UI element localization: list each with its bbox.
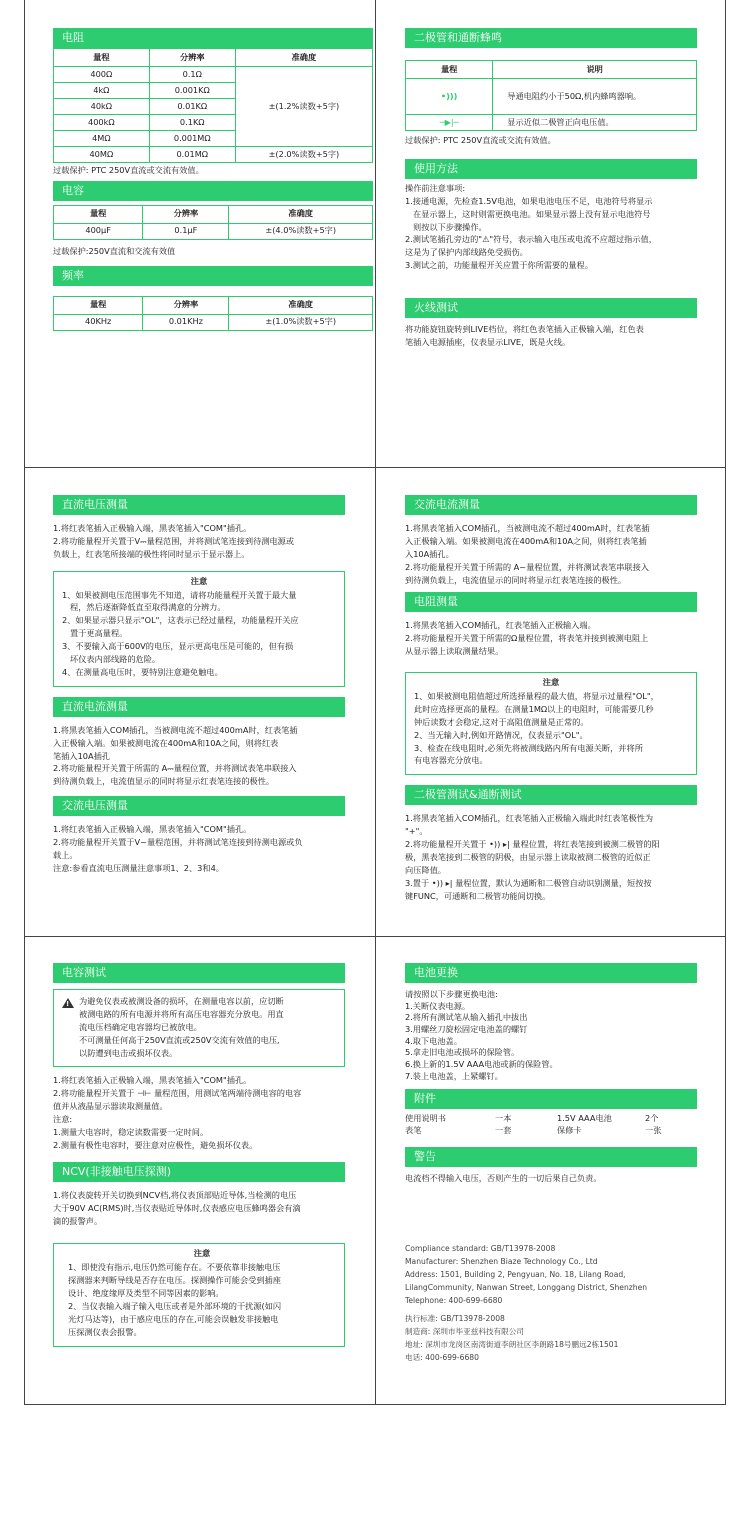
accessory-item: 1.5V AAA电池 xyxy=(557,1113,612,1124)
table-header: 准确度 xyxy=(229,205,373,223)
paragraph: 将功能旋钮旋转到LIVE档位，将红色表笔插入正极输入端，红色表 xyxy=(405,324,644,335)
accessory-qty: 一套 xyxy=(495,1125,512,1136)
table-cell: 0.001MΩ xyxy=(149,131,235,147)
warning-text: 电流档不得输入电压，否则产生的一切后果自己负责。 xyxy=(405,1173,602,1184)
paragraph: 向压降值。 xyxy=(405,864,446,875)
paragraph: 2.将功能量程开关置于V⎓量程范围，并将测试笔连接到待测电源或 xyxy=(53,535,295,546)
table-cell: 0.01MΩ xyxy=(149,147,235,163)
paragraph: 2.将功能量程开关置于 ⊣⊢ 量程范围，用测试笔两端待测电容的电容 xyxy=(53,1088,302,1099)
table-header: 准确度 xyxy=(235,49,372,67)
accessory-item: 保修卡 xyxy=(557,1125,582,1136)
diode-table xyxy=(405,60,697,131)
table-cell: ±(1.0%读数+5字) xyxy=(229,314,373,330)
paragraph: 4.取下电池盖。 xyxy=(405,1035,462,1046)
compliance-info xyxy=(405,1243,697,1365)
note-line: 钟后读数才会稳定,这对于高阻值测量是正常的。 xyxy=(414,716,589,727)
note-box xyxy=(405,672,697,775)
paragraph: 3.用螺丝刀旋松固定电池盖的螺钉 xyxy=(405,1023,528,1034)
paragraph: 笔插入10A插孔 xyxy=(53,750,110,761)
paragraph: 1.将黑表笔插入COM插孔，红表笔插入正极输入端。 xyxy=(405,620,596,631)
table-header: 量程 xyxy=(406,61,493,79)
note-line: 2、如果显示器只显示"OL"，这表示已经过量程，功能量程开关应 xyxy=(62,615,299,626)
table-header: 分辨率 xyxy=(149,49,235,67)
spec-panel xyxy=(53,28,373,331)
paragraph: 1.将红表笔插入正极输入端，黑表笔插入"COM"插孔。 xyxy=(53,1075,252,1086)
note-line: 3、不要输入高于600V的电压，显示更高电压是可能的，但有损 xyxy=(62,641,294,652)
paragraph: 2.将功能量程开关置于 •)) ▸| 量程位置，将红表笔接到被测二极管的阳 xyxy=(405,839,660,850)
section-title: 电容测试 xyxy=(53,963,345,983)
paragraph: 则按以下步骤操作。 xyxy=(413,221,487,232)
accessory-row xyxy=(405,1125,697,1137)
accessory-qty: 一本 xyxy=(495,1113,512,1124)
compliance-line: 制造商: 深圳市毕亚兹科技有限公司 xyxy=(405,1327,524,1337)
paragraph: 键FUNC，可通断和二极管功能间切换。 xyxy=(405,890,551,901)
table-cell: 4kΩ xyxy=(54,83,150,99)
instruction-panel xyxy=(53,963,345,1353)
accessory-row xyxy=(405,1113,697,1125)
paragraph: 2.将所有测试笔从输入插孔中拔出 xyxy=(405,1012,528,1023)
section-title: 使用方法 xyxy=(405,159,697,179)
paragraph: 请按照以下步骤更换电池: xyxy=(405,989,498,999)
row-divider xyxy=(24,936,726,937)
section-title: 频率 xyxy=(53,266,373,286)
section-title: 附件 xyxy=(405,1089,697,1109)
table-cell: 0.1μF xyxy=(143,223,229,239)
note-line: 1、如果被测电压范围事先不知道，请将功能量程开关置于最大量 xyxy=(62,589,297,600)
table-header: 量程 xyxy=(54,49,150,67)
compliance-line: LilangCommunity, Nanwan Street, Longgang District, Shenzhen xyxy=(405,1282,648,1292)
section-title: NCV(非接触电压探测) xyxy=(53,1162,345,1182)
note-line: 置于更高量程。 xyxy=(70,628,128,639)
paragraph: 2.将功能量程开关置于所需的 A~量程位置，并将测试表笔串联接入 xyxy=(405,561,649,572)
note-title: 注意 xyxy=(542,677,560,688)
paragraph: 2.将功能量程开关置于所需的 A⎓量程位置，并将测试表笔串联接入 xyxy=(53,763,297,774)
warning-line: 以防遭到电击或损坏仪表。 xyxy=(79,1047,178,1058)
section-title: 交流电流测量 xyxy=(405,495,697,515)
section-title: 交流电压测量 xyxy=(53,796,345,816)
warning-icon xyxy=(62,998,74,1008)
paragraph: 1.将仪表旋转开关切换到NCV档,将仪表顶部贴近导体,当检测的电压 xyxy=(53,1189,297,1200)
table-header: 说明 xyxy=(493,61,697,79)
warning-line: 被测电路的所有电源并将所有高压电容器充分放电。用直 xyxy=(79,1008,284,1019)
note-line: 坏仪表内部线路的危险。 xyxy=(70,654,161,665)
table-cell: ±(1.2%读数+5字) xyxy=(235,67,372,147)
note-line: 3、检查在线电阻时,必须先将被测线路内所有电源关断，并将所 xyxy=(414,742,643,753)
table-cell: 400μF xyxy=(54,223,143,239)
overload-text: 过载保护: PTC 250V直流或交流有效值。 xyxy=(53,165,204,175)
table-header: 分辨率 xyxy=(143,205,229,223)
compliance-line: 电话: 400-699-6680 xyxy=(405,1353,479,1363)
paragraph: 1.将红表笔插入正极输入端，黑表笔插入"COM"插孔。 xyxy=(53,523,252,533)
paragraph: 从显示器上读取测量结果。 xyxy=(405,646,504,657)
table-header: 量程 xyxy=(54,205,143,223)
paragraph: 入正极输入端。如果被测电流在400mA和10A之间，则将红表笔插 xyxy=(405,535,647,546)
paragraph: 笔插入电源插座，仪表显示LIVE，既是火线。 xyxy=(405,337,571,348)
note-line: 探测器来判断导线是否存在电压。探测操作可能会受到插座 xyxy=(68,1275,281,1286)
paragraph: 3.测试之前，功能量程开关应置于你所需要的量程。 xyxy=(405,260,593,271)
table-header: 分辨率 xyxy=(143,296,229,314)
row-divider xyxy=(24,467,726,468)
paragraph: 2.测量有极性电容时，要注意对应极性，避免损坏仪表。 xyxy=(53,1139,258,1150)
note-line: 光灯马达等)，由于感应电压的存在,可能会误触发非接触电 xyxy=(68,1313,279,1324)
spec-panel xyxy=(405,28,697,350)
compliance-line: Compliance standard: GB/T13978-2008 xyxy=(405,1243,556,1253)
table-cell: 400kΩ xyxy=(54,115,150,131)
section-title: 警告 xyxy=(405,1147,697,1167)
paragraph: 这是为了保护内部线路免受损伤。 xyxy=(405,247,528,258)
paragraph: 大于90V AC(RMS)时,当仪表贴近导体时,仪表感应电压蜂鸣器会有滴 xyxy=(53,1202,301,1213)
paragraph: 1.将黑表笔插入COM插孔，红表笔插入正极输入端此时红表笔极性为 xyxy=(405,813,654,824)
paragraph: 2.测试笔插孔旁边的"⚠"符号，表示输入电压或电流不应超过指示值， xyxy=(405,234,657,245)
paragraph: 负载上，红表笔所接端的极性将同时显示于显示器上。 xyxy=(53,548,250,559)
accessory-item: 表笔 xyxy=(405,1125,422,1136)
frequency-table xyxy=(53,296,373,331)
paragraph: 1.关断仪表电源。 xyxy=(405,1000,471,1011)
accessory-qty: 一张 xyxy=(645,1125,662,1136)
section-title: 二极管测试&通断测试 xyxy=(405,785,697,805)
paragraph: 到待测负载上，电流值显示的同时将显示红表笔连接的极性。 xyxy=(53,776,275,787)
paragraph: "+"。 xyxy=(405,826,428,837)
overload-text: 过载保护: PTC 250V直流或交流有效值。 xyxy=(405,135,556,145)
table-cell: 40MΩ xyxy=(54,147,150,163)
paragraph: 1.将黑表笔插入COM插孔，当被测电流不超过400mA时，红表笔插 xyxy=(405,523,650,533)
paragraph: 滴的报警声。 xyxy=(53,1215,103,1226)
overload-text: 过载保护:250V直流和交流有效值 xyxy=(53,245,176,256)
column-divider xyxy=(375,0,376,1405)
section-title: 电容 xyxy=(53,181,373,201)
accessory-qty: 2个 xyxy=(645,1113,659,1124)
note-line: 设计、绝度缘厚及类型不同等因素的影响。 xyxy=(68,1288,224,1299)
accessory-item: 使用说明书 xyxy=(405,1113,446,1124)
paragraph: 值并从液晶显示器读取测量值。 xyxy=(53,1101,168,1112)
table-cell: ±(2.0%读数+5字) xyxy=(235,147,372,163)
paragraph: 1.接通电源，先检查1.5V电池，如果电池电压不足，电池符号将显示 xyxy=(405,195,653,206)
table-cell: 4MΩ xyxy=(54,131,150,147)
paragraph: 1.将黑表笔插入COM插孔，当被测电流不超过400mA时，红表笔插 xyxy=(53,724,298,735)
section-title: 电池更换 xyxy=(405,963,697,983)
table-cell: 40KHz xyxy=(54,314,143,330)
warning-line: 流电压档确定电容器均已被放电。 xyxy=(79,1021,202,1032)
table-header: 准确度 xyxy=(229,296,373,314)
paragraph: 6.换上新的1.5V AAA电池或新的保险管。 xyxy=(405,1058,558,1069)
instruction-panel xyxy=(405,963,697,1365)
instruction-panel xyxy=(53,495,345,876)
section-title: 火线测试 xyxy=(405,298,697,318)
table-cell: 导通电阻约小于50Ω,机内蜂鸣器响。 xyxy=(493,79,697,115)
paragraph: 1.将红表笔插入正极输入端，黑表笔插入"COM"插孔。 xyxy=(53,824,252,835)
paragraph: 入正极输入端。如果被测电流在400mA和10A之间，则将红表 xyxy=(53,737,279,748)
note-title: 注意 xyxy=(193,1248,211,1259)
section-title: 电阻 xyxy=(53,28,373,48)
table-cell: 400Ω xyxy=(54,67,150,83)
resistance-table xyxy=(53,48,373,163)
paragraph: 注意: xyxy=(53,1114,73,1125)
note-line: 1、即使没有指示,电压仍然可能存在。不要依靠非接触电压 xyxy=(68,1262,281,1273)
warning-line: 为避免仪表或被测设备的损坏，在测量电容以前，应切断 xyxy=(79,996,284,1006)
paragraph: 5.拿走旧电池或损坏的保险管。 xyxy=(405,1047,520,1058)
note-line: 2、当仪表输入端子输入电压或者是外部环境的干扰源(如闪 xyxy=(68,1301,282,1312)
table-cell: 0.1Ω xyxy=(149,67,235,83)
table-header: 量程 xyxy=(54,296,143,314)
warning-box xyxy=(53,989,345,1067)
table-cell: ±(4.0%读数+5字) xyxy=(229,223,373,239)
buzzer-icon: •))) xyxy=(406,79,493,115)
paragraph: 到待测负载上，电流值显示的同时将显示红表笔连接的极性。 xyxy=(405,574,627,585)
table-cell: 0.01KΩ xyxy=(149,99,235,115)
compliance-line: Manufacturer: Shenzhen Biaze Technology Co., Ltd xyxy=(405,1256,598,1266)
note-box xyxy=(53,1243,345,1346)
note-line: 此时应选择更高的量程。在测量1MΩ以上的电阻时，可能需要几秒 xyxy=(414,703,654,714)
table-cell: 40kΩ xyxy=(54,99,150,115)
note-box xyxy=(53,571,345,687)
section-title: 直流电压测量 xyxy=(53,495,345,515)
compliance-line: 执行标准: GB/T13978-2008 xyxy=(405,1314,505,1324)
compliance-line: Address: 1501, Building 2, Pengyuan, No. 18, Lilang Road, xyxy=(405,1269,626,1279)
diode-icon: ─▶|─ xyxy=(406,115,493,131)
note-line: 1、如果被测电阻值超过所选择量程的最大值，将显示过量程"OL"， xyxy=(414,691,659,702)
warning-line: 不可测量任何高于250V直流或250V交流有效值的电压, xyxy=(79,1034,280,1045)
table-cell: 0.001KΩ xyxy=(149,83,235,99)
note-title: 注意 xyxy=(190,575,208,586)
table-cell: 显示近似二极管正向电压值。 xyxy=(493,115,697,131)
table-cell: 0.1KΩ xyxy=(149,115,235,131)
paragraph: 极，黑表笔接到二极管的阴极，由显示器上读取被测二极管的近似正 xyxy=(405,852,651,863)
paragraph: 载上。 xyxy=(53,850,78,861)
section-title: 直流电流测量 xyxy=(53,697,345,717)
note-line: 2、当无输入时,例如开路情况，仪表显示"OL"。 xyxy=(414,729,588,740)
paragraph: 3.置于 •)) ▸| 量程位置，默认为通断和二极管自动识别测量，短按按 xyxy=(405,877,652,888)
section-title: 二极管和通断蜂鸣 xyxy=(405,28,697,48)
paragraph: 1.测量大电容时，稳定读数需要一定时间。 xyxy=(53,1127,209,1138)
note-line: 压探测仪表会报警。 xyxy=(68,1326,142,1337)
paragraph: 入10A插孔。 xyxy=(405,548,454,559)
paragraph: 注意:参看直流电压测量注意事项1、2、3和4。 xyxy=(53,862,224,873)
paragraph: 2.将功能量程开关置于所需的Ω量程位置，将表笔并接到被测电阻上 xyxy=(405,633,649,644)
capacitance-table xyxy=(53,205,373,240)
section-title: 电阻测量 xyxy=(405,592,697,612)
instruction-panel xyxy=(405,495,697,904)
note-line: 有电容器充分放电。 xyxy=(414,755,488,766)
note-line: 4、在测量高电压时，要特别注意避免触电。 xyxy=(62,666,223,677)
compliance-line: 地址: 深圳市龙岗区南湾街道李朗社区李朗路18号鹏远2栋1501 xyxy=(405,1340,619,1350)
note-line: 程，然后逐渐降低直至取得满意的分辨力。 xyxy=(70,602,226,613)
compliance-line: Telephone: 400-699-6680 xyxy=(405,1295,503,1305)
table-cell: 0.01KHz xyxy=(143,314,229,330)
paragraph: 2.将功能量程开关置于V~量程范围，并将测试笔连接到待测电源或负 xyxy=(53,837,303,848)
paragraph: 7.装上电池盖，上紧螺钉。 xyxy=(405,1070,503,1081)
paragraph: 操作前注意事项: xyxy=(405,182,466,193)
paragraph: 在显示器上，这时则需更换电池。如果显示器上没有显示电池符号 xyxy=(413,208,651,219)
